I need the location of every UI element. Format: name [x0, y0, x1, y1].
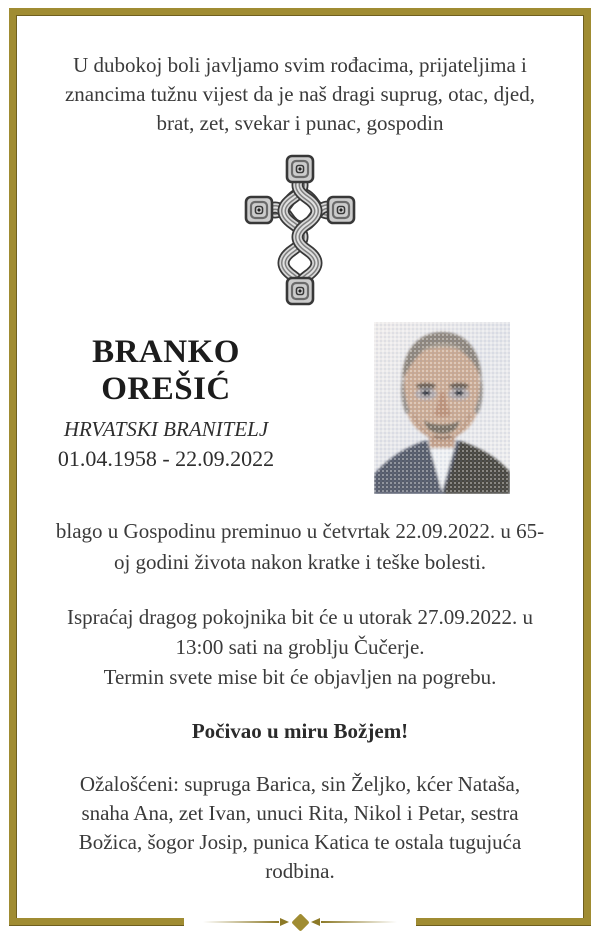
- border-segment-left: [9, 918, 184, 926]
- deceased-identity: [22, 322, 310, 472]
- obituary-content: [16, 15, 584, 926]
- deceased-name: [22, 334, 310, 408]
- portrait-photo: [374, 322, 510, 494]
- ornament-line-right: [321, 921, 397, 924]
- bottom-border-ornament: [9, 918, 591, 926]
- death-announcement-line: oj godini života nakon kratke i teške bolesti.: [113, 550, 487, 574]
- ornament-line-left: [203, 921, 279, 924]
- intro-line: znancima tužnu vijest da je naš dragi suprug, otac, djed,: [64, 82, 536, 106]
- funeral-info-line: Termin svete mise bit će objavljen na pogrebu.: [103, 665, 497, 689]
- mourners-list: [20, 770, 580, 886]
- border-segment-right: [416, 918, 591, 926]
- closing-blessing: Počivao u miru Božjem!: [191, 719, 409, 743]
- funeral-info: [20, 602, 580, 692]
- arrowhead-right-icon: [280, 918, 289, 926]
- celtic-cross-icon: [16, 154, 584, 306]
- deceased-name-line: OREŠIĆ: [101, 371, 231, 407]
- life-dates: 01.04.1958 - 22.09.2022: [57, 446, 275, 471]
- funeral-info-line: 13:00 sati na groblju Čučerje.: [175, 635, 425, 659]
- funeral-info-line: Ispraćaj dragog pokojnika bit će u utorak 27.09.2022. u: [67, 605, 533, 629]
- deceased-name-line: BRANKO: [92, 334, 240, 370]
- deceased-title: HRVATSKI BRANITELJ: [63, 417, 269, 441]
- intro-line: brat, zet, svekar i punac, gospodin: [156, 111, 444, 135]
- mourners-line: rodbina.: [265, 859, 335, 883]
- intro-line: U dubokoj boli javljamo svim rođacima, prijateljima i: [73, 53, 527, 77]
- intro-paragraph: [24, 51, 576, 138]
- death-announcement: [20, 516, 580, 578]
- deceased-identity-row: [16, 322, 584, 494]
- mourners-line: Božica, šogor Josip, punica Katica te ostala tugujuća: [78, 830, 522, 854]
- mourners-line: snaha Ana, zet Ivan, unuci Rita, Nikol i Petar, sestra: [81, 801, 519, 825]
- arrowhead-left-icon: [311, 918, 320, 926]
- mourners-line: Ožalošćeni: supruga Barica, sin Željko, kćer Nataša,: [79, 772, 521, 796]
- death-announcement-line: blago u Gospodinu preminuo u četvrtak 22.09.2022. u 65-: [55, 519, 545, 543]
